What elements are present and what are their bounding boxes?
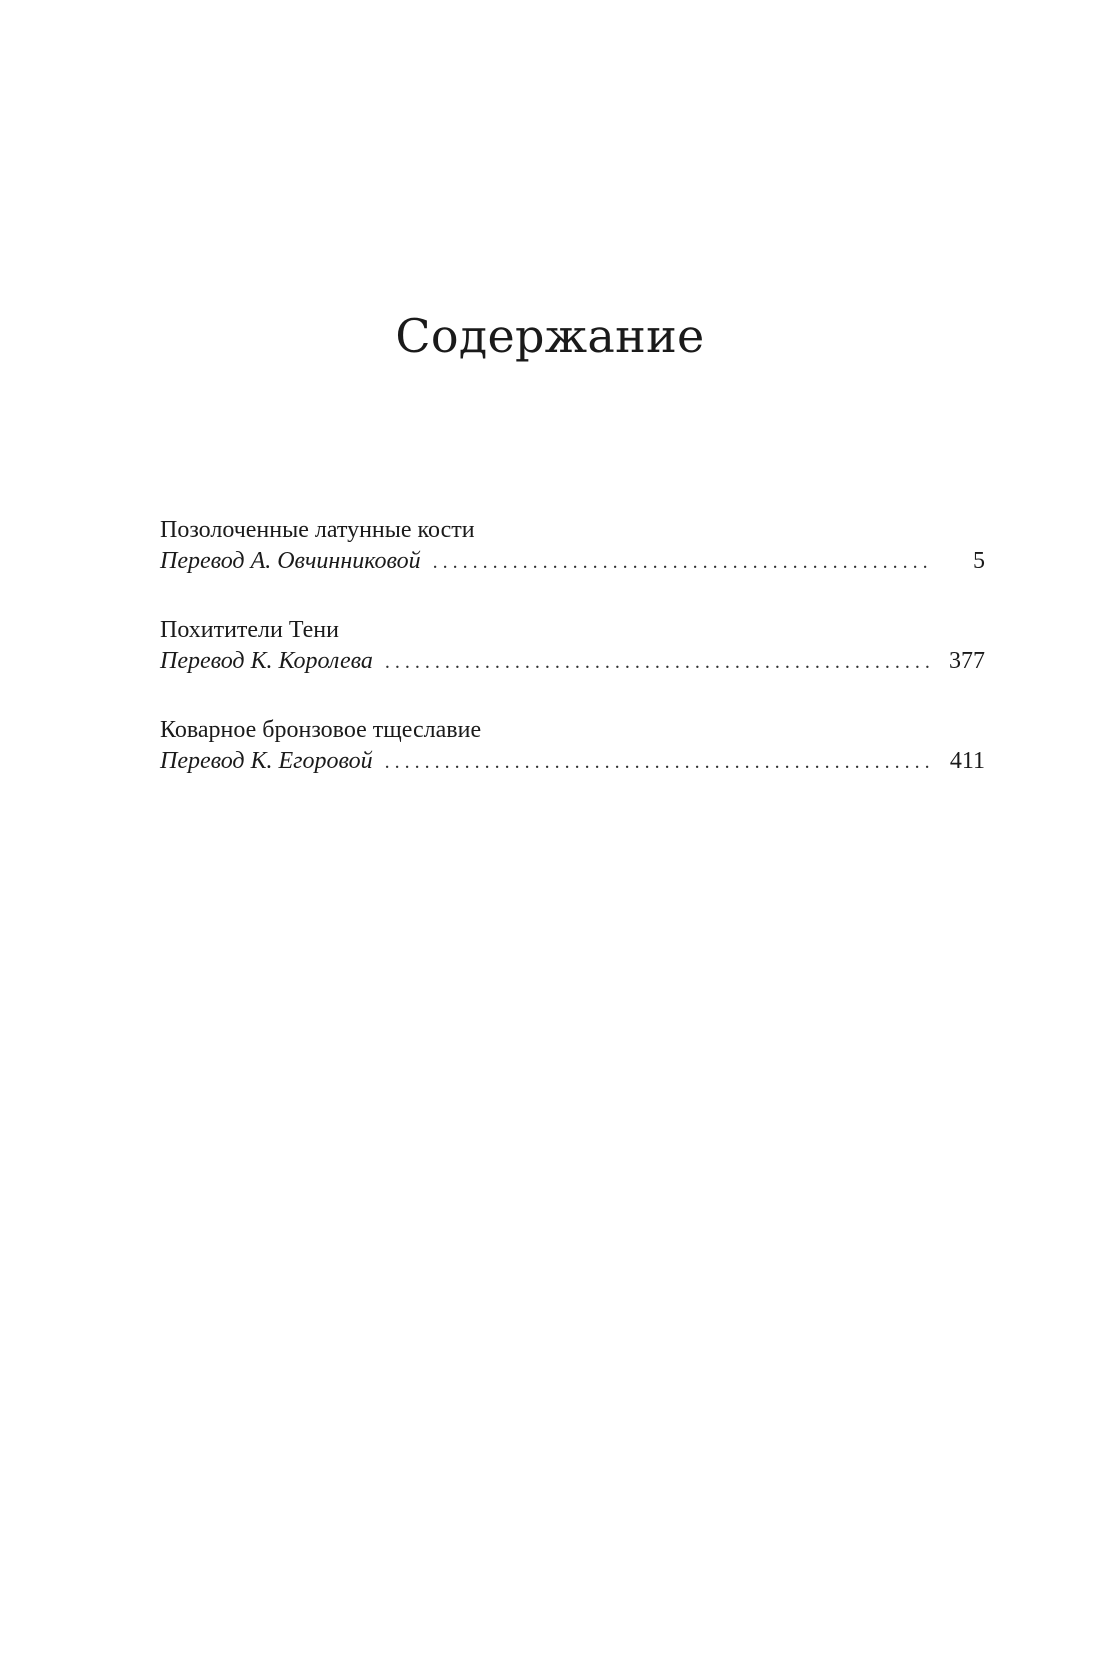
table-of-contents [160,515,985,815]
page-title: Содержание [395,309,705,363]
toc-entry-title: Коварное бронзовое тщеславие [160,717,482,743]
toc-entry-translator: Перевод К. Егоровой [160,748,373,774]
dot-leader [385,647,931,678]
dot-leader [385,747,931,778]
toc-entry [160,515,985,578]
dot-leader [433,547,931,578]
toc-entry-title: Похитители Тени [160,617,339,643]
toc-entry-translator: Перевод К. Королева [160,648,373,674]
toc-entry [160,615,985,678]
toc-entry-line [160,546,985,578]
toc-entry [160,715,985,778]
toc-entry-translator: Перевод А. Овчинниковой [160,548,421,574]
toc-entry-line [160,646,985,678]
toc-entry-page-number: 377 [949,648,985,674]
toc-entry-line [160,746,985,778]
toc-entry-title: Позолоченные латунные кости [160,517,475,543]
toc-entry-page-number: 411 [949,748,985,774]
toc-entry-page-number: 5 [973,548,985,574]
